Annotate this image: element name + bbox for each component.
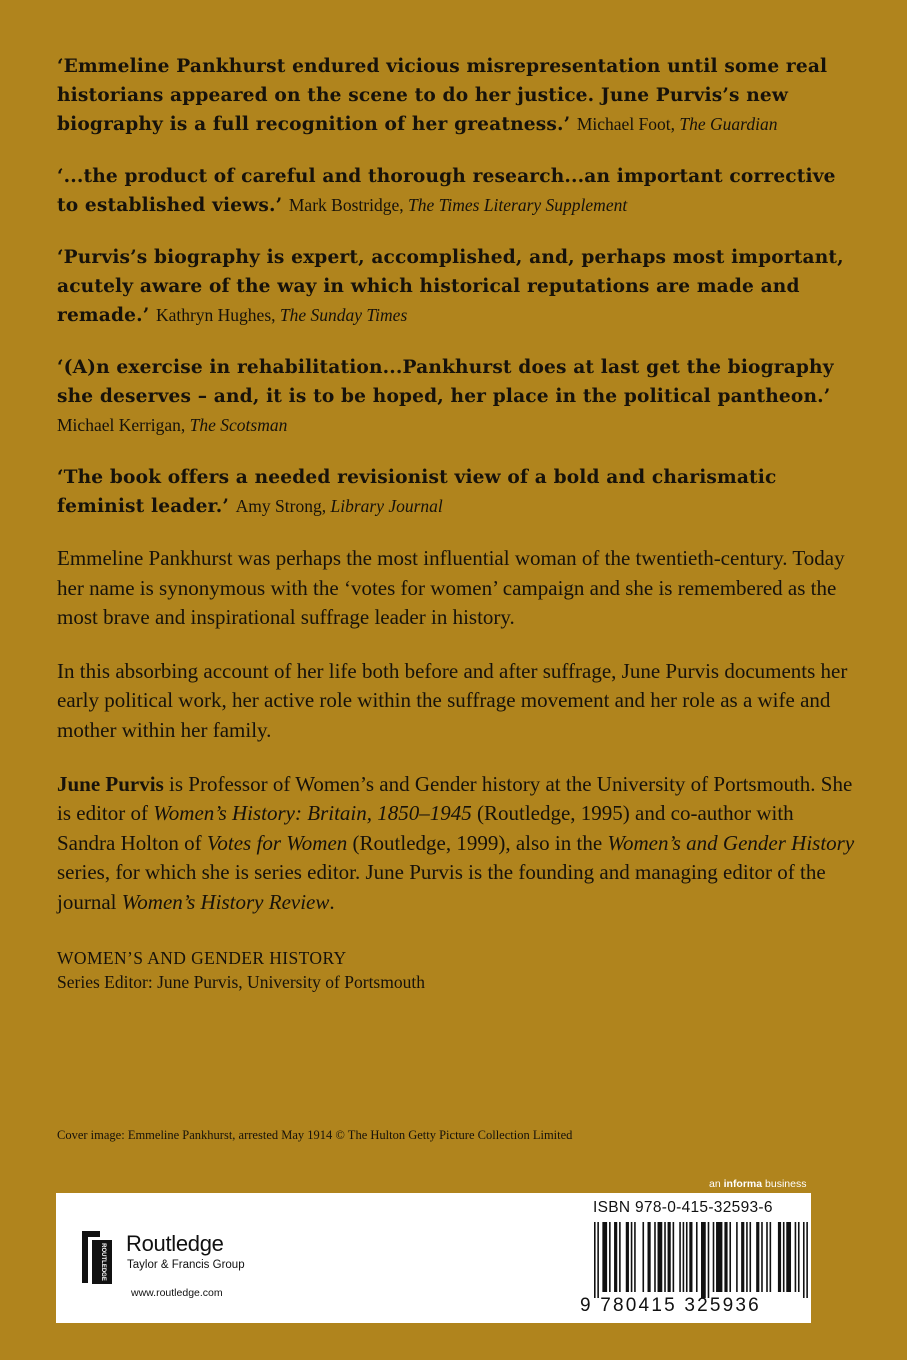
barcode-bar	[683, 1222, 685, 1292]
barcode-bar	[614, 1222, 617, 1292]
informa-prefix: an	[709, 1178, 724, 1190]
barcode-bar	[708, 1222, 710, 1298]
description-paragraph: Emmeline Pankhurst was perhaps the most influential woman of the twentieth-century. Today her name is synonymous with the ‘votes for women’ campaign and she is remembered as the most brave and inspirational suffrage leader in history.	[57, 546, 845, 630]
bio-book-title: Votes for Women	[206, 830, 348, 855]
barcode-bar	[729, 1222, 731, 1292]
isbn-label: ISBN 978-0-415-32593-6	[593, 1199, 773, 1216]
informa-word: informa	[723, 1178, 763, 1190]
barcode-bar	[619, 1222, 621, 1292]
description-paragraph: In this absorbing account of her life both before and after suffrage, June Purvis documents her early political work, her active role within the suffrage movement and her role as a wife and mother within her family.	[57, 658, 848, 742]
quote-source: The Guardian	[679, 114, 778, 134]
barcode-bar	[626, 1222, 629, 1292]
barcode-bar	[602, 1222, 607, 1292]
review-quote	[57, 463, 857, 521]
barcode-bar	[634, 1222, 636, 1292]
quote-text: ‘The book offers a needed revisionist view of a bold and charismatic feminist leader.’	[57, 467, 777, 517]
bio-journal-title: Women’s History Review	[121, 889, 330, 914]
barcode-bar	[679, 1222, 681, 1292]
review-quote	[57, 243, 857, 330]
bio-text: (Routledge, 1999), also in the	[347, 830, 608, 855]
bio-text: .	[329, 889, 335, 914]
routledge-logo-text: ROUTLEDGE	[100, 1243, 106, 1281]
barcode-bar	[741, 1222, 744, 1292]
bio-text: series, for which she is series editor. June Purvis is the founding and managing editor of the journal	[57, 860, 826, 914]
barcode-bar	[749, 1222, 751, 1292]
author-bio	[57, 770, 857, 918]
quote-author: Mark Bostridge,	[288, 195, 404, 215]
quote-attribution	[156, 305, 407, 325]
bio-book-title: Women’s History: Britain, 1850–1945	[153, 801, 472, 826]
quote-source: The Sunday Times	[279, 305, 408, 325]
barcode-bar	[689, 1222, 692, 1292]
barcode-bar	[783, 1222, 785, 1292]
barcode-bar	[673, 1222, 675, 1292]
barcode-bar	[766, 1222, 768, 1292]
publisher-website[interactable]: www.routledge.com	[131, 1287, 223, 1299]
barcode-bar	[713, 1222, 715, 1292]
series-title: WOMEN’S AND GENDER HISTORY	[57, 947, 347, 968]
publisher-name: Routledge	[126, 1231, 224, 1256]
bio-series-title: Women’s and Gender History	[607, 830, 855, 855]
quote-text: ‘(A)n exercise in rehabilitation...Pankhurst does at last get the biography she deserves – and, it is to be hoped, her place in the political pantheon.’	[57, 357, 834, 407]
barcode-bar	[761, 1222, 763, 1292]
quote-source: The Times Literary Supplement	[407, 195, 628, 215]
barcode-bar	[701, 1222, 706, 1298]
barcode-bar	[786, 1222, 791, 1292]
bio-text: is Professor of Women’s and Gender history at the University of Portsmouth. She is editor of	[57, 771, 853, 826]
quote-text: ‘...the product of careful and thorough research...an important corrective to established views.’	[57, 166, 836, 216]
barcode-bar	[806, 1222, 808, 1298]
quote-attribution	[57, 415, 287, 435]
routledge-logo-icon	[80, 1227, 116, 1285]
barcode-digits: 9 780415 325936	[580, 1295, 761, 1316]
author-name: June Purvis	[57, 771, 164, 796]
barcode-bar	[795, 1222, 797, 1292]
barcode-bar	[658, 1222, 663, 1292]
quote-attribution	[577, 114, 778, 134]
barcode-bar	[654, 1222, 656, 1292]
barcode-bar	[724, 1222, 727, 1292]
barcode-icon	[594, 1222, 808, 1298]
barcode-bar	[642, 1222, 644, 1292]
quote-author: Amy Strong,	[235, 496, 327, 516]
barcode-bar	[648, 1222, 651, 1292]
review-quote	[57, 353, 857, 440]
barcode-bar	[716, 1222, 722, 1292]
quote-source: The Scotsman	[189, 415, 288, 435]
barcode-bar	[746, 1222, 748, 1292]
quote-source: Library Journal	[330, 496, 443, 516]
barcode-bar	[668, 1222, 671, 1292]
review-quote	[57, 52, 857, 139]
barcode-bar	[594, 1222, 596, 1298]
barcode-bar	[696, 1222, 698, 1292]
quote-attribution	[236, 496, 443, 516]
quote-author: Kathryn Hughes,	[155, 305, 276, 325]
back-cover-text	[57, 52, 857, 994]
series-info	[57, 946, 857, 994]
quote-author: Michael Foot,	[576, 114, 676, 134]
bio-text: (Routledge, 1995) and co-author with Sandra Holton of	[57, 801, 794, 855]
barcode-bar	[756, 1222, 759, 1292]
quote-text: ‘Purvis’s biography is expert, accomplished, and, perhaps most important, acutely aware of the way in which historical reputations are made and remade.’	[57, 247, 844, 326]
quote-attribution	[289, 195, 627, 215]
barcode-bar	[770, 1222, 772, 1292]
barcode-bar	[609, 1222, 611, 1292]
barcode-bar	[798, 1222, 800, 1292]
cover-image-credit: Cover image: Emmeline Pankhurst, arrested May 1914 © The Hulton Getty Picture Collection Limited	[57, 1128, 573, 1142]
barcode-bar	[778, 1222, 781, 1292]
quote-author: Michael Kerrigan,	[57, 415, 186, 435]
barcode-bar	[597, 1222, 599, 1298]
barcode-bar	[686, 1222, 688, 1292]
informa-tagline	[709, 1178, 806, 1190]
publisher-panel	[56, 1193, 811, 1323]
quote-text: ‘Emmeline Pankhurst endured vicious misrepresentation until some real historians appeared on the scene to do her justice. June Purvis’s new biography is a full recognition of her greatness.’	[57, 56, 828, 135]
barcode-bar	[664, 1222, 666, 1292]
barcode-bar	[631, 1222, 633, 1292]
publisher-group: Taylor & Francis Group	[127, 1259, 245, 1271]
review-quote	[57, 162, 857, 220]
barcode-bar	[736, 1222, 738, 1292]
series-editor: Series Editor: June Purvis, University of Portsmouth	[57, 971, 425, 992]
informa-suffix: business	[762, 1178, 807, 1190]
barcode-bar	[803, 1222, 805, 1298]
